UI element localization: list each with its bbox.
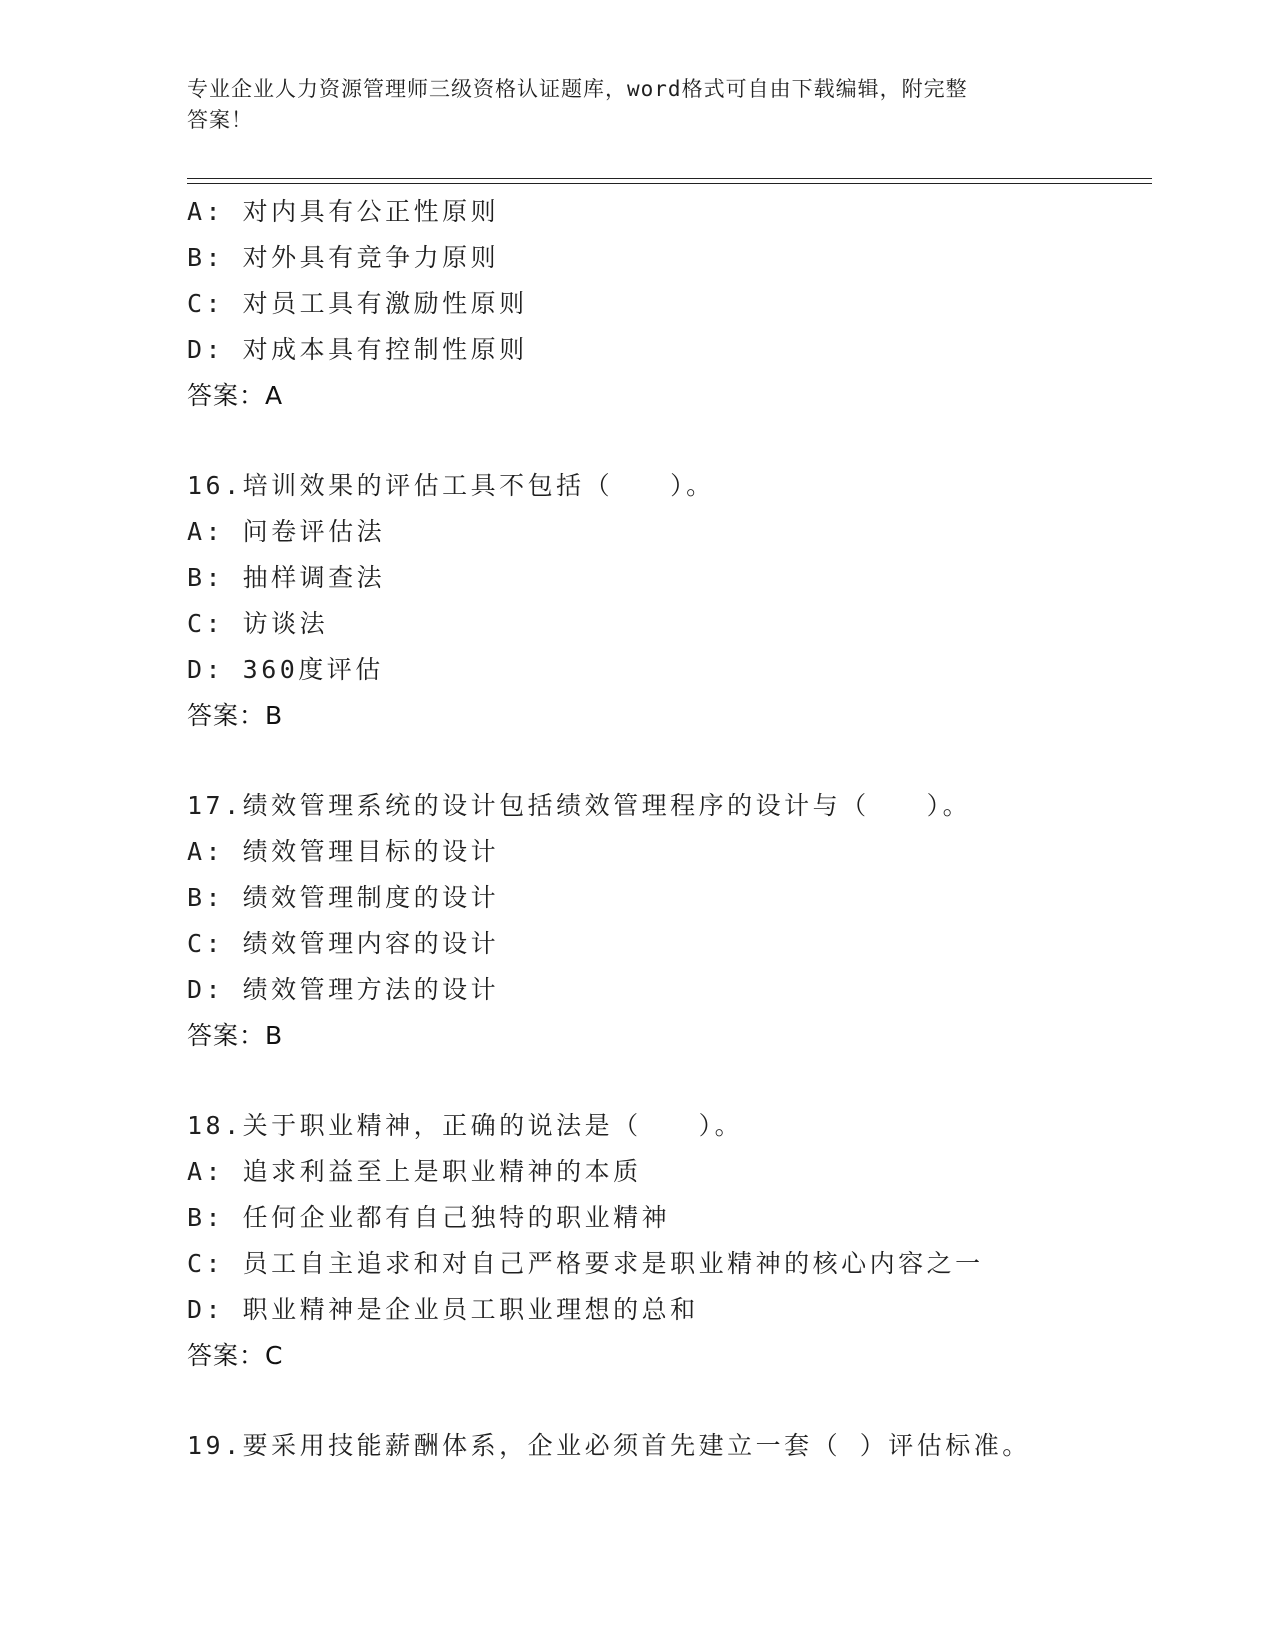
option-c: C: 访谈法 [187, 609, 329, 638]
header-divider-bottom [187, 183, 1152, 184]
spacer [187, 419, 1152, 463]
option-b: B: 任何企业都有自己独特的职业精神 [187, 1203, 671, 1232]
question-block-16 [187, 463, 1152, 739]
option-a: A: 绩效管理目标的设计 [187, 837, 500, 866]
question-stem: 16.培训效果的评估工具不包括（ ）。 [187, 471, 715, 500]
question-list [187, 189, 1152, 1469]
question-stem: 19.要采用技能薪酬体系，企业必须首先建立一套（ ）评估标准。 [187, 1431, 1031, 1460]
option-c: C: 对员工具有激励性原则 [187, 289, 528, 318]
header-line-2: 答案！ [187, 108, 253, 132]
answer-label: 答案：B [187, 701, 284, 730]
answer-label: 答案：B [187, 1021, 284, 1050]
question-block-17 [187, 783, 1152, 1059]
header-divider-top [187, 178, 1152, 179]
spacer [187, 739, 1152, 783]
question-block-19 [187, 1423, 1152, 1469]
spacer [187, 1059, 1152, 1103]
answer-label: 答案：C [187, 1341, 284, 1370]
option-b: B: 抽样调查法 [187, 563, 386, 592]
spacer [187, 1379, 1152, 1423]
option-a: A: 追求利益至上是职业精神的本质 [187, 1157, 642, 1186]
header-line-1: 专业企业人力资源管理师三级资格认证题库，word格式可自由下载编辑，附完整 [187, 77, 968, 101]
option-c: C: 绩效管理内容的设计 [187, 929, 500, 958]
document-header [187, 74, 1097, 136]
question-block-prev [187, 189, 1152, 419]
option-d: D: 360度评估 [187, 655, 384, 684]
option-d: D: 职业精神是企业员工职业理想的总和 [187, 1295, 699, 1324]
option-a: A: 问卷评估法 [187, 517, 386, 546]
option-c: C: 员工自主追求和对自己严格要求是职业精神的核心内容之一 [187, 1249, 984, 1278]
option-b: B: 绩效管理制度的设计 [187, 883, 500, 912]
option-a: A: 对内具有公正性原则 [187, 197, 500, 226]
question-block-18 [187, 1103, 1152, 1379]
question-stem: 17.绩效管理系统的设计包括绩效管理程序的设计与（ ）。 [187, 791, 972, 820]
option-d: D: 对成本具有控制性原则 [187, 335, 528, 364]
option-d: D: 绩效管理方法的设计 [187, 975, 500, 1004]
option-b: B: 对外具有竞争力原则 [187, 243, 500, 272]
question-stem: 18.关于职业精神，正确的说法是（ ）。 [187, 1111, 744, 1140]
answer-label: 答案：A [187, 381, 284, 410]
